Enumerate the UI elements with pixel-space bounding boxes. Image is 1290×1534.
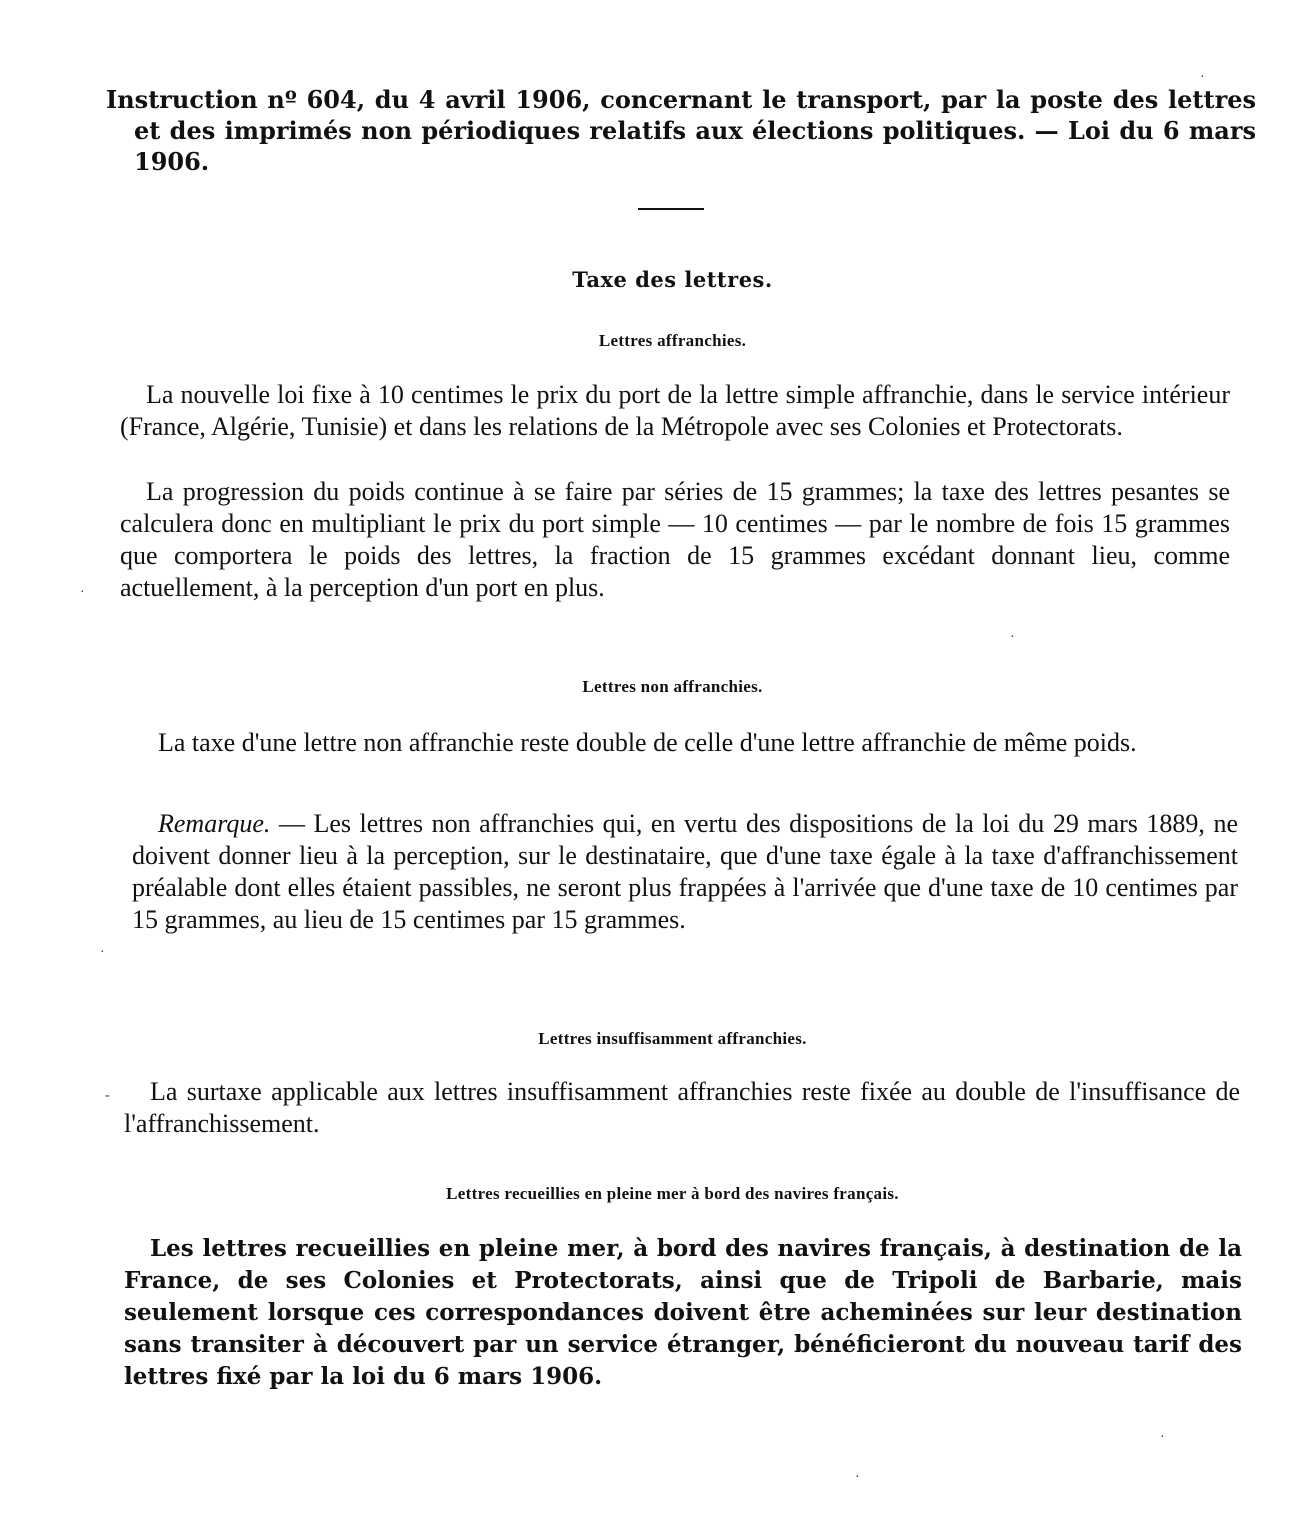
paragraph: La surtaxe applicable aux lettres insuffisamment affranchies reste fixée au double de l'insuffisance de l'affranchissement.: [124, 1077, 1240, 1138]
scan-speck: ·: [1200, 70, 1205, 85]
heading-lettres-non-affranchies: Lettres non affranchies.: [582, 677, 763, 696]
paragraph: La taxe d'une lettre non affranchie reste double de celle d'une lettre affranchie de même poids.: [158, 728, 1137, 757]
heading-lettres-insuffisamment-affranchies: Lettres insuffisamment affranchies.: [538, 1029, 807, 1048]
paragraph: Les lettres recueillies en pleine mer, à bord des navires français, à destination de la France, de ses Colonies et Protectorats, ainsi que de Tripoli de Barbarie, mais seulement lorsque ces correspondances doivent être acheminées sur leur destination sans transiter à découvert par un service étranger, bénéficieront du nouveau tarif des lettres fixé par la loi du 6 mars 1906.: [124, 1235, 1242, 1390]
scan-speck: ·: [1010, 630, 1015, 645]
title-rule: [638, 208, 704, 210]
document-title: Instruction nº 604, du 4 avril 1906, concernant le transport, par la poste des lettres et des imprimés non périodiques relatifs aux élections politiques. — Loi du 6 mars 1906.: [106, 85, 1256, 176]
heading-lettres-recueillies: Lettres recueillies en pleine mer à bord des navires français.: [446, 1184, 899, 1203]
paragraph: La progression du poids continue à se faire par séries de 15 grammes; la taxe des lettres pesantes se calculera donc en multipliant le prix du port simple — 10 centimes — par le nombre de fois 15 grammes que comportera le poids des lettres, la fraction de 15 grammes excédant donnant lieu, comme actuellement, à la perception d'un port en plus.: [120, 477, 1230, 602]
scan-speck: -: [105, 1088, 110, 1103]
paragraph: La nouvelle loi fixe à 10 centimes le prix du port de la lettre simple affranchie, dans le service intérieur (France, Algérie, Tunisie) et dans les relations de la Métropole avec ses Colonies et Protectorats.: [120, 380, 1230, 441]
scan-speck: ·: [80, 585, 85, 600]
section-title: Taxe des lettres.: [572, 267, 773, 292]
remark-label: Remarque.: [158, 809, 271, 838]
heading-lettres-affranchies: Lettres affranchies.: [598, 331, 747, 350]
remark-text: — Les lettres non affranchies qui, en vertu des dispositions de la loi du 29 mars 1889, ne doivent donner lieu à la perception, sur le destinataire, que d'une taxe égale à la taxe d'affranchissement préalable dont elles étaient passibles, ne seront plus frappées à l'arrivée que d'une taxe de 10 centimes par 15 grammes, au lieu de 15 centimes par 15 grammes.: [132, 809, 1238, 934]
remark-paragraph: [132, 808, 1238, 936]
scan-speck: ·: [855, 1470, 860, 1485]
scan-speck: ·: [100, 945, 105, 960]
scan-speck: ·: [1160, 1430, 1165, 1445]
